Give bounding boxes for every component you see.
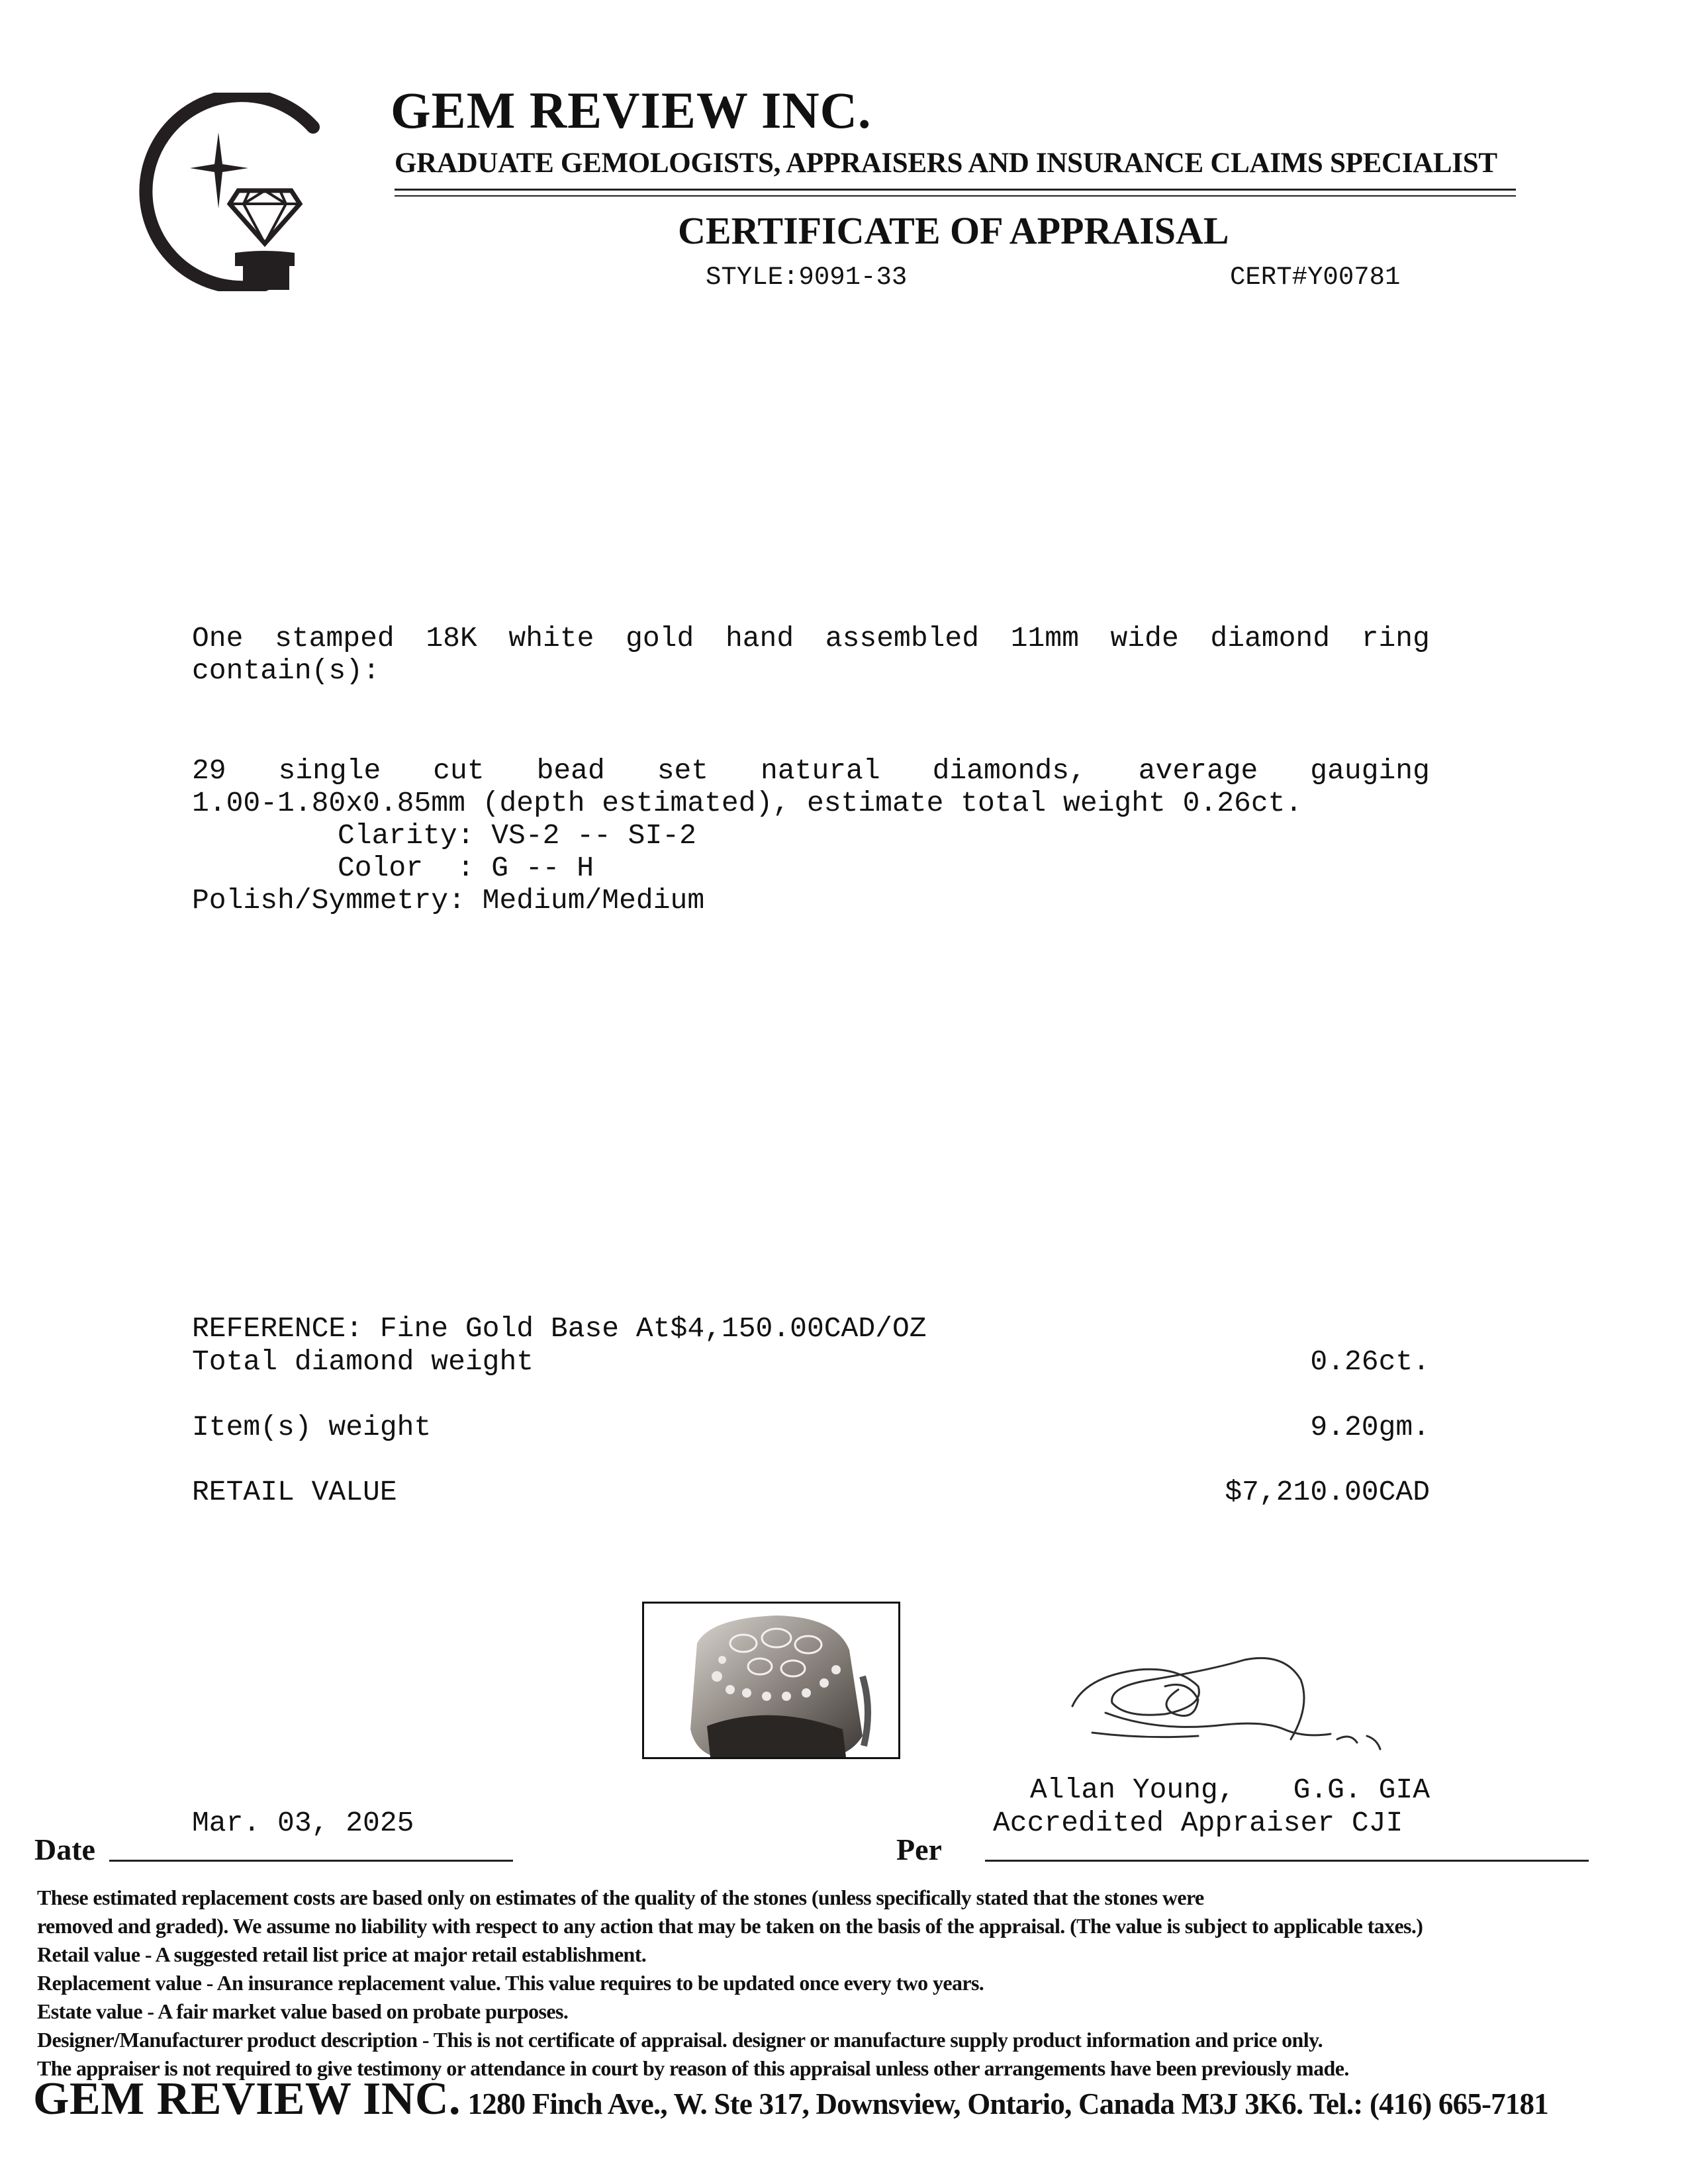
word: diamond [1210, 622, 1331, 655]
header-rule [395, 195, 1516, 197]
date-value: Mar. 03, 2025 [192, 1807, 414, 1839]
appraiser-title: Accredited Appraiser CJI [993, 1807, 1403, 1839]
word: gold [626, 622, 694, 655]
appraiser-name: Allan Young, [1030, 1774, 1235, 1806]
disclaimer-line: removed and graded). We assume no liability with respect to any action that may be taken on the basis of the appraisal. (The value is subject to applicable taxes.) [37, 1914, 1423, 1938]
header-rule [395, 189, 1516, 191]
row-label: Item(s) weight [192, 1411, 432, 1443]
appraiser-credential: G.G. GIA [1293, 1774, 1430, 1806]
word: bead [536, 754, 605, 787]
disclaimer-line: Retail value - A suggested retail list price at major retail establishment. [37, 1942, 647, 1966]
appraiser-name-line [1030, 1774, 1430, 1806]
word: 29 [192, 754, 226, 787]
word: single [278, 754, 381, 787]
certificate-title: CERTIFICATE OF APPRAISAL [678, 209, 1229, 252]
company-tagline: GRADUATE GEMOLOGISTS, APPRAISERS AND INSURANCE CLAIMS SPECIALIST [395, 148, 1497, 179]
row-label: RETAIL VALUE [192, 1476, 397, 1508]
word: stamped [275, 622, 395, 655]
gem-g-logo-icon [136, 93, 334, 291]
word: ring [1361, 622, 1430, 655]
footer [33, 2073, 1548, 2126]
style-number: STYLE:9091-33 [706, 263, 908, 292]
footer-address: 1280 Finch Ave., W. Ste 317, Downsview, Ontario, Canada M3J 3K6. Tel.: (416) 665-7181 [461, 2087, 1548, 2120]
word: average [1138, 754, 1258, 787]
word: hand [725, 622, 794, 655]
word: gauging [1310, 754, 1430, 787]
disclaimer-line: Designer/Manufacturer product description - This is not certificate of appraisal. designer or manufacture supply product information and price only. [37, 2028, 1323, 2052]
word: wide [1110, 622, 1179, 655]
disclaimer-line: These estimated replacement costs are based only on estimates of the quality of the stones (unless specifically stated that the stones were [37, 1886, 1204, 1909]
total-diamond-weight-row [192, 1345, 1430, 1378]
date-rule [109, 1860, 513, 1862]
ring-photo-icon [644, 1604, 898, 1757]
word: white [508, 622, 594, 655]
date-label: Date [34, 1833, 95, 1866]
reference-line: REFERENCE: Fine Gold Base At$4,150.00CAD/OZ [192, 1312, 927, 1345]
cert-number: CERT#Y00781 [1230, 263, 1401, 292]
row-value: 0.26ct. [1310, 1345, 1430, 1378]
word: 18K [426, 622, 477, 655]
stones-line-2: 1.00-1.80x0.85mm (depth estimated), estimate total weight 0.26ct. [192, 787, 1303, 819]
per-label: Per [896, 1833, 942, 1866]
word: One [192, 622, 244, 655]
row-value: 9.20gm. [1310, 1411, 1430, 1443]
disclaimer-line: The appraiser is not required to give testimony or attendance in court by reason of this appraisal unless other arrangements have been previously made. [37, 2056, 1349, 2080]
word: diamonds, [932, 754, 1086, 787]
color-line: Color : G -- H [338, 852, 594, 884]
description-line-1 [192, 622, 1430, 655]
signature-icon [1066, 1640, 1390, 1759]
disclaimer [37, 1884, 1423, 2083]
per-rule [985, 1860, 1589, 1862]
stones-line-1 [192, 754, 1430, 787]
clarity-line: Clarity: VS-2 -- SI-2 [338, 819, 696, 852]
disclaimer-line: Estate value - A fair market value based on probate purposes. [37, 1999, 569, 2023]
polish-symmetry-line: Polish/Symmetry: Medium/Medium [192, 884, 705, 917]
item-weight-row [192, 1411, 1430, 1443]
disclaimer-line: Replacement value - An insurance replacement value. This value requires to be updated once every two years. [37, 1971, 984, 1995]
company-name: GEM REVIEW INC. [391, 81, 872, 139]
row-value: $7,210.00CAD [1225, 1476, 1430, 1508]
description-line-2: contain(s): [192, 655, 380, 687]
word: assembled [825, 622, 980, 655]
word: 11mm [1010, 622, 1079, 655]
ring-photo [642, 1602, 900, 1759]
retail-value-row [192, 1476, 1430, 1508]
word: set [657, 754, 709, 787]
row-label: Total diamond weight [192, 1345, 534, 1378]
footer-company-name: GEM REVIEW INC. [33, 2073, 461, 2124]
word: natural [761, 754, 880, 787]
word: cut [433, 754, 485, 787]
